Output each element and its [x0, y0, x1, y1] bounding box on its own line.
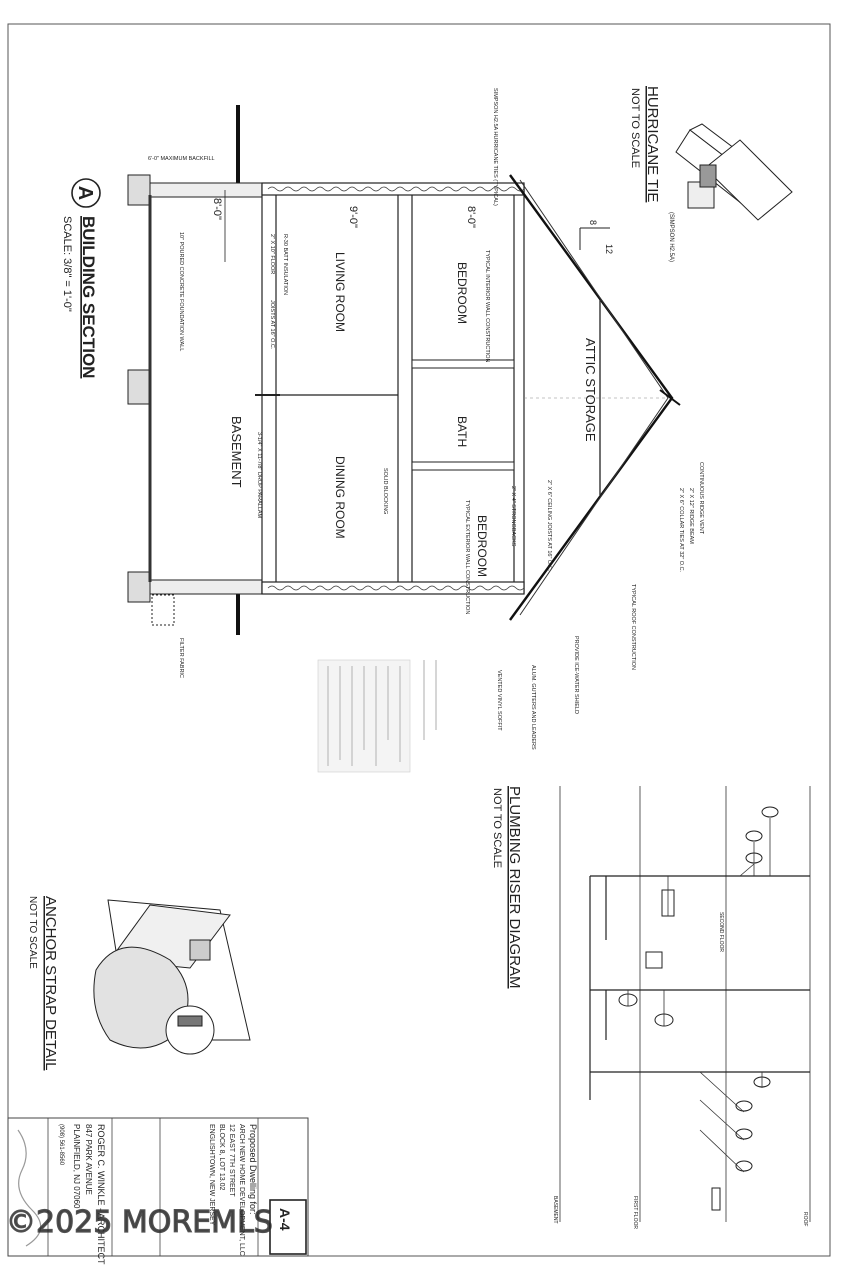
footing-top — [128, 175, 150, 205]
note-exterior-wall: TYPICAL EXTERIOR WALL CONSTRUCTION — [464, 500, 470, 615]
building-section — [61, 88, 704, 772]
note-collar-ties: 2" X 6" COLLAR TIES AT 32" O.C. — [678, 488, 684, 573]
hurricane-tie-illustration — [676, 124, 792, 220]
footing-bottom — [128, 572, 150, 602]
plumbing-riser — [491, 786, 810, 1229]
note-hurricane-ties: SIMPSON H2.5A HURRICANE TIES (TYPICAL) — [492, 88, 498, 206]
pitch-rise: 8 — [588, 220, 598, 226]
note-gutters: ALUM. GUTTERS AND LEADERS — [530, 665, 536, 750]
sheet-border — [8, 24, 830, 1256]
note-soffit: VENTED VINYL SOFFIT — [496, 670, 502, 731]
pitch-run: 12 — [604, 244, 614, 255]
second-floor-joists — [398, 185, 412, 593]
plumbing-subtitle: NOT TO SCALE — [491, 788, 503, 869]
anchor-strap-detail — [27, 896, 250, 1070]
room-bedroom-right: BEDROOM — [475, 515, 489, 578]
architect-street: 847 PARK AVENUE — [84, 1124, 93, 1195]
gravel-drain — [152, 595, 174, 625]
anchor-strap-subtitle: NOT TO SCALE — [27, 896, 38, 969]
note-ridge-beam: 2" X 12" RIDGE BEAM — [688, 488, 694, 544]
room-bedroom-left: BEDROOM — [455, 262, 469, 325]
project-owner: ARCH NEW HOME DEVELOPMENT, LLC — [238, 1124, 245, 1256]
note-interior-wall: TYPICAL INTERIOR WALL CONSTRUCTION — [484, 250, 490, 363]
architect-name: ROGER C. WINKLE - ARCHITECT — [96, 1124, 106, 1265]
note-strongbacks: 2" X 4" STRONGBACKS — [510, 486, 516, 547]
hurricane-tie-detail — [629, 86, 792, 262]
anchor-strap-title: ANCHOR STRAP DETAIL — [42, 896, 59, 1071]
section-marker-letter: A — [74, 185, 96, 201]
anchor-strap-illustration — [94, 900, 250, 1054]
foundation-wall-top — [140, 183, 266, 197]
hurricane-tie-subtitle: NOT TO SCALE — [629, 88, 641, 169]
note-drop-beam: 3-1/4" X 11-7/8" DROP PARALLAM — [256, 432, 262, 519]
exterior-wall-top — [262, 183, 524, 195]
architect-city: PLAINFIELD, NJ 07060 — [72, 1124, 81, 1209]
note-filter-fabric: FILTER FABRIC — [178, 638, 184, 678]
watermark: ©2025 MOREMLS — [6, 1205, 273, 1240]
note-batt-insulation: R-30 BATT INSULATION — [282, 234, 288, 296]
level-roof-label: ROOF — [802, 1212, 808, 1227]
note-backfill: 6'-0" MAXIMUM BACKFILL — [148, 156, 215, 162]
level-second-label: SECOND FLOOR — [718, 912, 724, 953]
note-ice-shield: PROVIDE ICE-WATER SHIELD — [573, 636, 579, 714]
dim-first-floor: 9'-0" — [347, 206, 359, 228]
foundation-wall-bottom — [140, 580, 266, 594]
footing-mid — [128, 370, 150, 404]
section-title: BUILDING SECTION — [79, 216, 98, 379]
room-bath: BATH — [455, 416, 469, 448]
exterior-wall-bottom — [262, 582, 524, 594]
hurricane-tie-title: HURRICANE TIE — [644, 86, 661, 203]
interior-wall-1 — [412, 360, 514, 368]
project-title: Proposed Dwelling for: — [248, 1124, 258, 1215]
sheet-number: A-4 — [277, 1208, 293, 1231]
note-ridge-vent: CONTINUOUS RIDGE VENT — [698, 462, 704, 535]
note-ceiling-joists: 2" X 6" CEILING JOISTS AT 16" O.C. — [546, 480, 552, 572]
note-joists-16: JOISTS AT 16" O.C. — [269, 300, 275, 350]
room-dining: DINING ROOM — [333, 456, 347, 539]
project-address-1: 12 EAST 7TH STREET — [228, 1124, 235, 1197]
title-block — [8, 1118, 308, 1265]
room-basement: BASEMENT — [229, 416, 244, 488]
level-basement-label: BASEMENT — [552, 1196, 558, 1224]
dim-basement: 8'-0" — [211, 198, 223, 220]
project-address-2: BLOCK 8, LOT 13.02 — [218, 1124, 225, 1191]
room-attic: ATTIC STORAGE — [583, 338, 598, 442]
interior-wall-2 — [412, 462, 514, 470]
note-foundation: 10" POURED CONCRETE FOUNDATION WALL — [178, 232, 184, 352]
hurricane-tie-label: (SIMPSON H2.5A) — [668, 212, 674, 263]
note-solid-blocking: SOLID BLOCKING — [382, 468, 388, 515]
note-floor-joists: 2" X 10" FLOOR — [269, 234, 275, 275]
plumbing-title: PLUMBING RISER DIAGRAM — [506, 786, 523, 989]
room-living: LIVING ROOM — [333, 252, 347, 333]
architect-phone: (908) 561-8560 — [58, 1124, 64, 1166]
project-address-3: ENGLISHTOWN, NEW JERSEY — [208, 1124, 215, 1226]
section-marker — [72, 179, 100, 207]
dim-second-floor: 8'-0" — [465, 206, 477, 228]
section-scale: SCALE: 3/8" = 1'-0" — [61, 216, 73, 312]
level-first-label: FIRST FLOOR — [632, 1196, 638, 1229]
note-roof-construction: TYPICAL ROOF CONSTRUCTION — [630, 584, 636, 670]
